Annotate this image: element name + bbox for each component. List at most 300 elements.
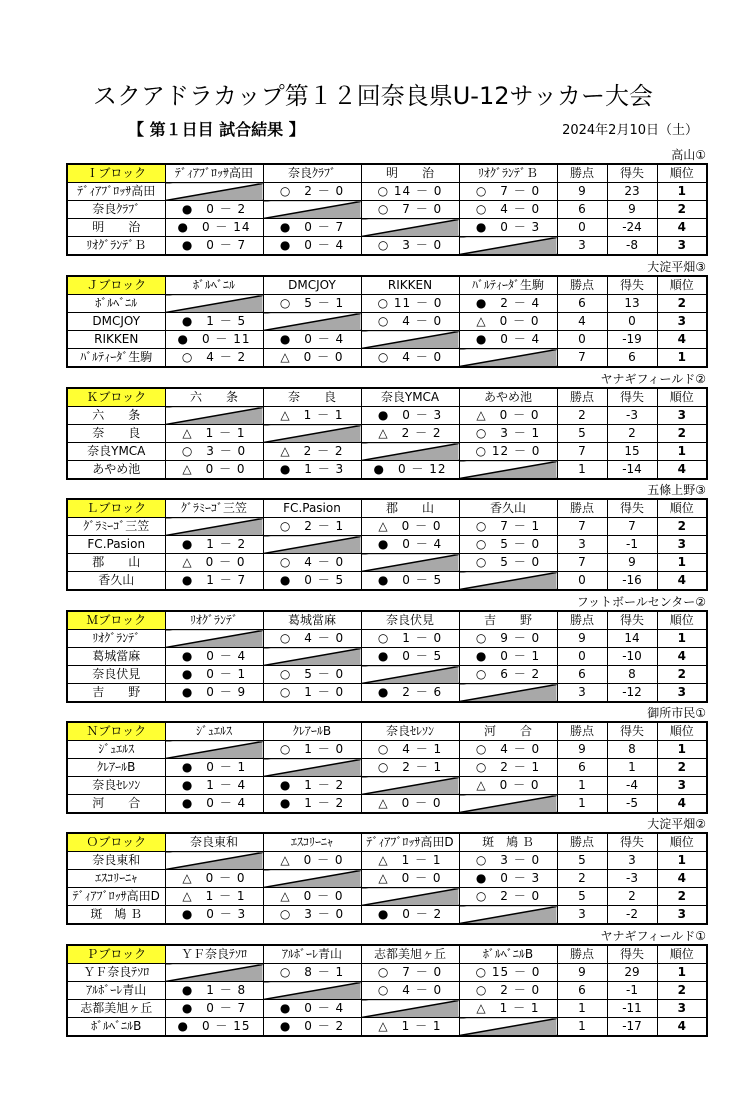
- team-name: ｸﾞﾗﾐｰｺﾞ三笠: [67, 518, 165, 536]
- goal-diff-value: 23: [607, 183, 657, 201]
- block-label: Ｐブロック: [67, 945, 165, 964]
- table-row: [67, 1018, 707, 1037]
- team-name: 奈良伏見: [67, 666, 165, 684]
- diagonal-blank-cell: [361, 219, 459, 237]
- match-result: ○ 6 － 2: [459, 666, 557, 684]
- points-value: 0: [557, 331, 607, 349]
- points-value: 0: [557, 572, 607, 591]
- points-value: 1: [557, 1018, 607, 1037]
- points-value: 2: [557, 407, 607, 425]
- page-subtitle: 【 第１日目 試合結果 】: [128, 120, 305, 139]
- column-team-header: 河 合: [459, 722, 557, 741]
- points-value: 3: [557, 906, 607, 925]
- rank-value: 3: [657, 684, 707, 703]
- match-result: ● 0 － 3: [165, 906, 263, 925]
- match-result: ● 0 － 5: [263, 572, 361, 591]
- rank-value: 2: [657, 982, 707, 1000]
- team-name: 河 合: [67, 795, 165, 814]
- match-result: ○ 4 － 0: [263, 630, 361, 648]
- column-goal-diff-header: 得失: [607, 611, 657, 630]
- match-result: ● 0 － 12: [361, 461, 459, 480]
- column-team-header: 斑 鳩 Ｂ: [459, 833, 557, 852]
- results-table: [66, 832, 708, 925]
- diagonal-blank-cell: [361, 666, 459, 684]
- match-result: △ 0 － 0: [165, 554, 263, 572]
- goal-diff-value: -12: [607, 684, 657, 703]
- table-row: [67, 313, 707, 331]
- venue-label: ヤナギフィールド②: [600, 372, 706, 386]
- results-table: [66, 944, 708, 1037]
- table-row: [67, 407, 707, 425]
- team-name: 六 条: [67, 407, 165, 425]
- goal-diff-value: 9: [607, 554, 657, 572]
- goal-diff-value: -24: [607, 219, 657, 237]
- rank-value: 1: [657, 554, 707, 572]
- match-result: △ 0 － 0: [263, 888, 361, 906]
- match-result: ● 0 － 7: [263, 219, 361, 237]
- match-result: ○ 3 － 1: [459, 425, 557, 443]
- diagonal-blank-cell: [165, 518, 263, 536]
- column-team-header: ｱﾙﾎﾞｰﾚ青山: [263, 945, 361, 964]
- match-result: ● 0 － 11: [165, 331, 263, 349]
- team-name: ﾎﾞﾙﾍﾞﾆﾙB: [67, 1018, 165, 1037]
- match-result: ● 0 － 9: [165, 684, 263, 703]
- column-rank-header: 順位: [657, 499, 707, 518]
- table-row: [67, 648, 707, 666]
- match-result: △ 0 － 0: [361, 518, 459, 536]
- team-name: 志都美旭ヶ丘: [67, 1000, 165, 1018]
- points-value: 1: [557, 461, 607, 480]
- rank-value: 2: [657, 759, 707, 777]
- team-name: 香久山: [67, 572, 165, 591]
- match-result: △ 1 － 1: [459, 1000, 557, 1018]
- team-name: ｱﾙﾎﾞｰﾚ青山: [67, 982, 165, 1000]
- match-result: ○ 4 － 0: [459, 201, 557, 219]
- venue-label: 御所市民①: [647, 706, 706, 720]
- team-name: 吉 野: [67, 684, 165, 703]
- rank-value: 2: [657, 518, 707, 536]
- match-result: △ 1 － 1: [165, 425, 263, 443]
- goal-diff-value: -19: [607, 331, 657, 349]
- match-result: ● 1 － 2: [263, 777, 361, 795]
- match-result: ● 0 － 1: [165, 759, 263, 777]
- match-result: △ 0 － 0: [165, 461, 263, 480]
- diagonal-blank-cell: [459, 906, 557, 925]
- points-value: 6: [557, 759, 607, 777]
- rank-value: 1: [657, 630, 707, 648]
- venue-label: 大淀平畑②: [647, 817, 706, 831]
- points-value: 4: [557, 313, 607, 331]
- column-points-header: 勝点: [557, 945, 607, 964]
- column-points-header: 勝点: [557, 611, 607, 630]
- team-name: RIKKEN: [67, 331, 165, 349]
- column-goal-diff-header: 得失: [607, 722, 657, 741]
- diagonal-blank-cell: [459, 572, 557, 591]
- rank-value: 3: [657, 536, 707, 554]
- rank-value: 1: [657, 443, 707, 461]
- match-result: ○ 5 － 1: [263, 295, 361, 313]
- results-table: [66, 721, 708, 814]
- column-team-header: 六 条: [165, 388, 263, 407]
- match-result: ● 1 － 8: [165, 982, 263, 1000]
- match-result: ● 0 － 3: [361, 407, 459, 425]
- table-header-row: [67, 499, 707, 518]
- diagonal-blank-cell: [459, 795, 557, 814]
- match-result: ○ 4 － 1: [361, 741, 459, 759]
- rank-value: 4: [657, 1018, 707, 1037]
- diagonal-blank-cell: [263, 982, 361, 1000]
- goal-diff-value: 29: [607, 964, 657, 982]
- block-label: Ｉブロック: [67, 164, 165, 183]
- points-value: 7: [557, 349, 607, 368]
- table-row: [67, 295, 707, 313]
- team-name: ﾊﾞﾙﾃｨｰﾀﾞ生駒: [67, 349, 165, 368]
- match-result: ○ 7 － 0: [459, 183, 557, 201]
- match-result: ● 1 － 4: [165, 777, 263, 795]
- column-points-header: 勝点: [557, 499, 607, 518]
- match-result: ○ 3 － 0: [361, 237, 459, 256]
- column-team-header: ﾘｵｸﾞﾗﾝﾃﾞＢ: [459, 164, 557, 183]
- match-result: ○ 7 － 0: [361, 964, 459, 982]
- venue-label: 高山①: [671, 148, 706, 162]
- match-result: ○ 5 － 0: [459, 554, 557, 572]
- goal-diff-value: -16: [607, 572, 657, 591]
- team-name: ﾃﾞｨｱﾌﾞﾛｯｻ高田: [67, 183, 165, 201]
- column-team-header: ｸﾞﾗﾐｰｺﾞ三笠: [165, 499, 263, 518]
- goal-diff-value: 2: [607, 425, 657, 443]
- table-row: [67, 870, 707, 888]
- team-name: 郡 山: [67, 554, 165, 572]
- match-result: ● 0 － 1: [165, 666, 263, 684]
- rank-value: 3: [657, 407, 707, 425]
- rank-value: 3: [657, 313, 707, 331]
- goal-diff-value: 0: [607, 313, 657, 331]
- diagonal-blank-cell: [361, 777, 459, 795]
- block-label: Ｎブロック: [67, 722, 165, 741]
- points-value: 6: [557, 201, 607, 219]
- diagonal-blank-cell: [361, 443, 459, 461]
- diagonal-blank-cell: [459, 237, 557, 256]
- points-value: 3: [557, 237, 607, 256]
- team-name: ﾃﾞｨｱﾌﾞﾛｯｻ高田D: [67, 888, 165, 906]
- rank-value: 2: [657, 888, 707, 906]
- table-row: [67, 331, 707, 349]
- match-result: ○ 1 － 0: [263, 741, 361, 759]
- points-value: 5: [557, 425, 607, 443]
- column-team-header: 奈良YMCA: [361, 388, 459, 407]
- column-team-header: ﾘｵｸﾞﾗﾝﾃﾞ: [165, 611, 263, 630]
- table-row: [67, 759, 707, 777]
- column-goal-diff-header: 得失: [607, 833, 657, 852]
- match-result: ○ 11 － 0: [361, 295, 459, 313]
- table-row: [67, 219, 707, 237]
- column-team-header: 葛城當麻: [263, 611, 361, 630]
- table-row: [67, 982, 707, 1000]
- table-row: [67, 443, 707, 461]
- rank-value: 4: [657, 572, 707, 591]
- table-row: [67, 852, 707, 870]
- team-name: FC.Pasion: [67, 536, 165, 554]
- match-result: ○ 4 － 0: [263, 554, 361, 572]
- table-header-row: [67, 388, 707, 407]
- team-name: 葛城當麻: [67, 648, 165, 666]
- table-row: [67, 554, 707, 572]
- column-rank-header: 順位: [657, 388, 707, 407]
- goal-diff-value: -4: [607, 777, 657, 795]
- team-name: 奈 良: [67, 425, 165, 443]
- rank-value: 4: [657, 219, 707, 237]
- diagonal-blank-cell: [459, 349, 557, 368]
- match-result: ● 0 － 3: [459, 219, 557, 237]
- table-header-row: [67, 276, 707, 295]
- points-value: 3: [557, 684, 607, 703]
- match-result: △ 0 － 0: [459, 407, 557, 425]
- diagonal-blank-cell: [263, 201, 361, 219]
- team-name: DMCJOY: [67, 313, 165, 331]
- goal-diff-value: -5: [607, 795, 657, 814]
- column-team-header: ｸﾚｱｰﾙB: [263, 722, 361, 741]
- diagonal-blank-cell: [361, 1000, 459, 1018]
- table-row: [67, 906, 707, 925]
- diagonal-blank-cell: [459, 1018, 557, 1037]
- match-result: ○ 4 － 0: [361, 313, 459, 331]
- table-row: [67, 237, 707, 256]
- table-row: [67, 183, 707, 201]
- page-date: 2024年2月10日（土）: [562, 123, 698, 138]
- match-result: △ 0 － 0: [459, 313, 557, 331]
- match-result: ○ 9 － 0: [459, 630, 557, 648]
- goal-diff-value: -1: [607, 536, 657, 554]
- column-team-header: 明 治: [361, 164, 459, 183]
- match-result: ○ 2 － 0: [459, 888, 557, 906]
- match-result: △ 1 － 1: [361, 1018, 459, 1037]
- match-result: ○ 2 － 1: [263, 518, 361, 536]
- team-name: ｴｽｺﾘｰﾆｬ: [67, 870, 165, 888]
- column-team-header: ﾎﾞﾙﾍﾞﾆﾙB: [459, 945, 557, 964]
- block-label: Ｏブロック: [67, 833, 165, 852]
- venue-label: ヤナギフィールド①: [600, 929, 706, 943]
- table-row: [67, 572, 707, 591]
- diagonal-blank-cell: [263, 536, 361, 554]
- match-result: ○ 1 － 0: [361, 630, 459, 648]
- points-value: 2: [557, 870, 607, 888]
- points-value: 3: [557, 536, 607, 554]
- match-result: ● 0 － 5: [361, 572, 459, 591]
- match-result: △ 1 － 1: [361, 852, 459, 870]
- match-result: ● 0 － 15: [165, 1018, 263, 1037]
- match-result: ○ 14 － 0: [361, 183, 459, 201]
- block-label: Ｊブロック: [67, 276, 165, 295]
- match-result: ● 0 － 7: [165, 1000, 263, 1018]
- column-team-header: 奈良ｾﾚｿﾝ: [361, 722, 459, 741]
- column-team-header: DMCJOY: [263, 276, 361, 295]
- rank-value: 3: [657, 237, 707, 256]
- points-value: 7: [557, 443, 607, 461]
- column-team-header: 志都美旭ヶ丘: [361, 945, 459, 964]
- diagonal-blank-cell: [263, 648, 361, 666]
- column-team-header: FC.Pasion: [263, 499, 361, 518]
- column-team-header: ﾃﾞｨｱﾌﾞﾛｯｻ高田: [165, 164, 263, 183]
- rank-value: 1: [657, 741, 707, 759]
- table-row: [67, 518, 707, 536]
- rank-value: 1: [657, 852, 707, 870]
- points-value: 1: [557, 777, 607, 795]
- match-result: △ 0 － 0: [459, 777, 557, 795]
- match-result: ○ 4 － 2: [165, 349, 263, 368]
- team-name: 明 治: [67, 219, 165, 237]
- match-result: ○ 4 － 0: [459, 741, 557, 759]
- column-goal-diff-header: 得失: [607, 388, 657, 407]
- column-team-header: 吉 野: [459, 611, 557, 630]
- match-result: △ 2 － 2: [263, 443, 361, 461]
- match-result: ○ 3 － 0: [459, 852, 557, 870]
- match-result: ○ 8 － 1: [263, 964, 361, 982]
- column-team-header: 奈 良: [263, 388, 361, 407]
- goal-diff-value: 3: [607, 852, 657, 870]
- diagonal-blank-cell: [459, 684, 557, 703]
- match-result: ○ 3 － 0: [165, 443, 263, 461]
- column-team-header: ｴｽｺﾘｰﾆｬ: [263, 833, 361, 852]
- table-row: [67, 888, 707, 906]
- match-result: ● 0 － 1: [459, 648, 557, 666]
- goal-diff-value: 2: [607, 888, 657, 906]
- match-result: ○ 15 － 0: [459, 964, 557, 982]
- column-team-header: RIKKEN: [361, 276, 459, 295]
- goal-diff-value: -3: [607, 870, 657, 888]
- rank-value: 3: [657, 906, 707, 925]
- match-result: ● 1 － 5: [165, 313, 263, 331]
- match-result: ○ 12 － 0: [459, 443, 557, 461]
- match-result: ● 1 － 2: [263, 795, 361, 814]
- table-row: [67, 201, 707, 219]
- column-team-header: ﾎﾞﾙﾍﾞﾆﾙ: [165, 276, 263, 295]
- column-rank-header: 順位: [657, 164, 707, 183]
- points-value: 0: [557, 648, 607, 666]
- column-points-header: 勝点: [557, 164, 607, 183]
- goal-diff-value: -3: [607, 407, 657, 425]
- column-rank-header: 順位: [657, 611, 707, 630]
- match-result: ● 0 － 14: [165, 219, 263, 237]
- points-value: 7: [557, 554, 607, 572]
- team-name: ﾘｵｸﾞﾗﾝﾃﾞＢ: [67, 237, 165, 256]
- points-value: 9: [557, 741, 607, 759]
- block-label: Ｍブロック: [67, 611, 165, 630]
- goal-diff-value: -17: [607, 1018, 657, 1037]
- column-team-header: 奈良東和: [165, 833, 263, 852]
- column-rank-header: 順位: [657, 945, 707, 964]
- diagonal-blank-cell: [165, 852, 263, 870]
- match-result: ○ 2 － 1: [459, 759, 557, 777]
- table-row: [67, 425, 707, 443]
- match-result: ● 0 － 2: [165, 201, 263, 219]
- rank-value: 4: [657, 870, 707, 888]
- results-table: [66, 163, 708, 256]
- column-points-header: 勝点: [557, 722, 607, 741]
- team-name: ﾘｵｸﾞﾗﾝﾃﾞ: [67, 630, 165, 648]
- column-team-header: ﾃﾞｨｱﾌﾞﾛｯｻ高田D: [361, 833, 459, 852]
- team-name: 奈良YMCA: [67, 443, 165, 461]
- results-table: [66, 498, 708, 591]
- rank-value: 2: [657, 666, 707, 684]
- team-name: ﾎﾞﾙﾍﾞﾆﾙ: [67, 295, 165, 313]
- venue-label: フットボールセンター②: [576, 595, 706, 609]
- match-result: ● 0 － 4: [165, 795, 263, 814]
- rank-value: 2: [657, 295, 707, 313]
- match-result: ● 0 － 4: [263, 1000, 361, 1018]
- team-name: ＹＦ奈良ﾃｿﾛ: [67, 964, 165, 982]
- diagonal-blank-cell: [361, 331, 459, 349]
- table-row: [67, 741, 707, 759]
- points-value: 9: [557, 183, 607, 201]
- match-result: ○ 5 － 0: [459, 536, 557, 554]
- match-result: ● 1 － 7: [165, 572, 263, 591]
- diagonal-blank-cell: [263, 313, 361, 331]
- match-result: ● 0 － 4: [459, 331, 557, 349]
- team-name: ｸﾚｱｰﾙB: [67, 759, 165, 777]
- table-row: [67, 777, 707, 795]
- results-table: [66, 387, 708, 480]
- table-header-row: [67, 611, 707, 630]
- points-value: 5: [557, 888, 607, 906]
- match-result: ○ 4 － 0: [361, 349, 459, 368]
- results-table: [66, 610, 708, 703]
- diagonal-blank-cell: [263, 870, 361, 888]
- rank-value: 2: [657, 425, 707, 443]
- points-value: 6: [557, 295, 607, 313]
- goal-diff-value: 6: [607, 349, 657, 368]
- points-value: 0: [557, 219, 607, 237]
- table-row: [67, 461, 707, 480]
- match-result: ○ 7 － 0: [361, 201, 459, 219]
- points-value: 1: [557, 795, 607, 814]
- rank-value: 4: [657, 648, 707, 666]
- column-goal-diff-header: 得失: [607, 164, 657, 183]
- goal-diff-value: 9: [607, 201, 657, 219]
- column-rank-header: 順位: [657, 276, 707, 295]
- goal-diff-value: 1: [607, 759, 657, 777]
- diagonal-blank-cell: [361, 554, 459, 572]
- table-header-row: [67, 164, 707, 183]
- goal-diff-value: 7: [607, 518, 657, 536]
- match-result: ● 0 － 7: [165, 237, 263, 256]
- team-name: ｼﾞｭｴﾙｽ: [67, 741, 165, 759]
- table-header-row: [67, 945, 707, 964]
- match-result: ● 1 － 3: [263, 461, 361, 480]
- table-row: [67, 349, 707, 368]
- table-row: [67, 666, 707, 684]
- match-result: △ 1 － 1: [263, 407, 361, 425]
- diagonal-blank-cell: [361, 888, 459, 906]
- diagonal-blank-cell: [165, 407, 263, 425]
- match-result: ○ 2 － 0: [263, 183, 361, 201]
- rank-value: 2: [657, 201, 707, 219]
- table-row: [67, 964, 707, 982]
- match-result: ● 0 － 4: [263, 331, 361, 349]
- goal-diff-value: -8: [607, 237, 657, 256]
- match-result: ● 0 － 4: [165, 648, 263, 666]
- column-team-header: 奈良伏見: [361, 611, 459, 630]
- diagonal-blank-cell: [165, 741, 263, 759]
- team-name: 斑 鳩 Ｂ: [67, 906, 165, 925]
- points-value: 5: [557, 852, 607, 870]
- match-result: △ 0 － 0: [263, 852, 361, 870]
- match-result: ● 1 － 2: [165, 536, 263, 554]
- match-result: △ 2 － 2: [361, 425, 459, 443]
- match-result: △ 0 － 0: [263, 349, 361, 368]
- rank-value: 4: [657, 331, 707, 349]
- goal-diff-value: 13: [607, 295, 657, 313]
- match-result: ○ 3 － 0: [263, 906, 361, 925]
